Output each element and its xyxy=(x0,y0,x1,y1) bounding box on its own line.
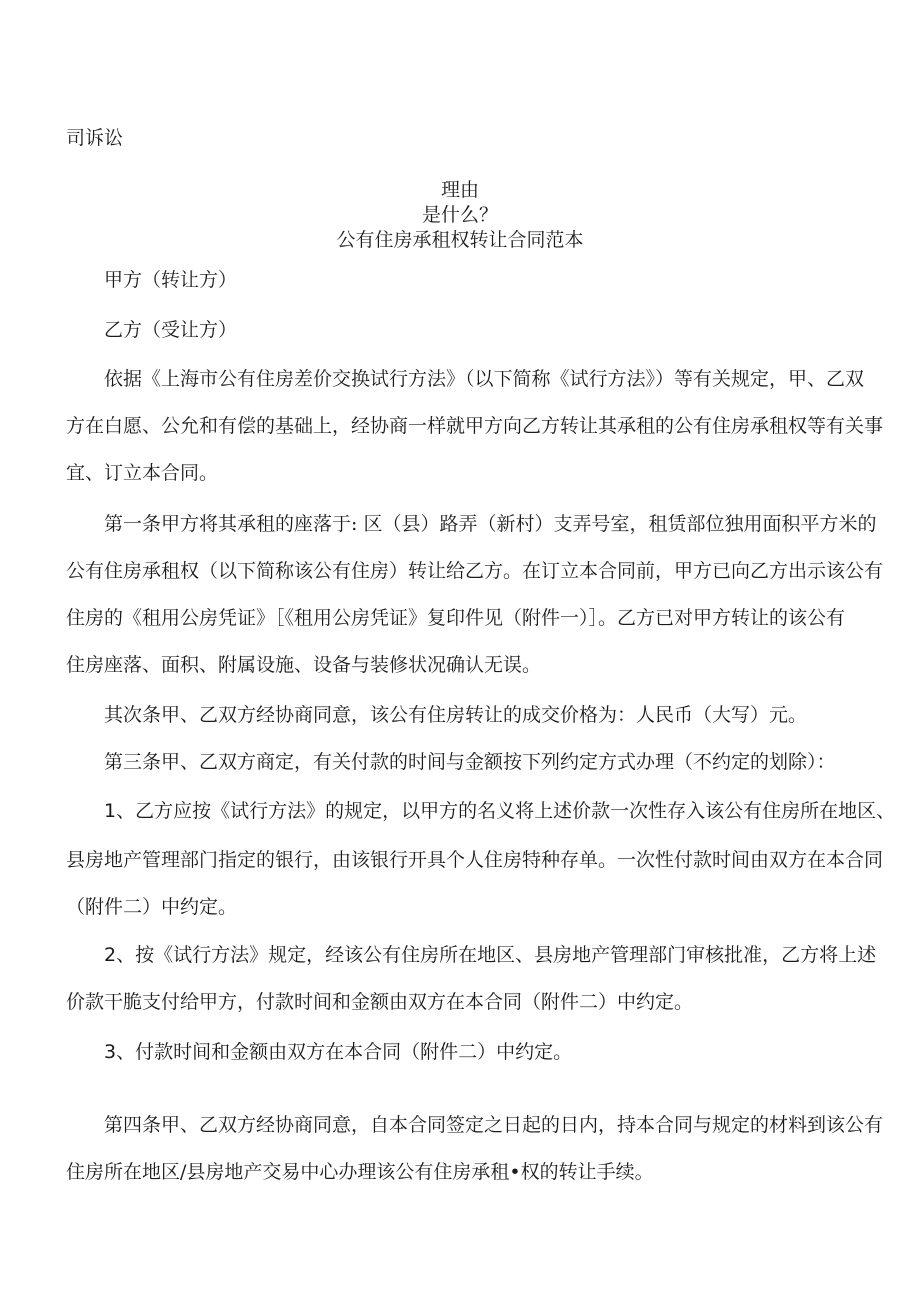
article-1-line: 住房的《租用公房凭证》［《租用公房凭证》复印件见（附件一）］。乙方已对甲方转让的该公有 xyxy=(66,607,846,629)
preamble-line: 依据《上海市公有住房差价交换试行方法》（以下简称《试行方法》）等有关规定，甲、乙双 xyxy=(104,368,865,390)
heading-line-2: 是什么？ xyxy=(421,204,498,226)
item-3-number: 3 xyxy=(104,1041,117,1063)
item-2-line: 、按《试行方法》规定，经该公有住房所在地区、县房地产管理部门审核批准，乙方将上述 xyxy=(116,944,877,966)
item-1-line: 县房地产管理部门指定的银行，由该银行开具个人住房特种存单。一次性付款时间由双方在本合同 xyxy=(66,849,884,871)
article-4-line: 住房所在地区/县房地产交易中心办理该公有住房承租•权的转让手续。 xyxy=(66,1161,654,1183)
header-fragment: 司诉讼 xyxy=(66,127,124,149)
item-1-number: 1 xyxy=(104,800,117,822)
item-2-line: 价款干脆支付给甲方，付款时间和金额由双方在本合同（附件二）中约定。 xyxy=(66,991,694,1013)
item-2-number: 2 xyxy=(104,944,117,966)
item-2-first-line xyxy=(104,943,876,967)
document-title: 公有住房承租权转让合同范本 xyxy=(336,229,584,251)
item-3-first-line xyxy=(104,1040,572,1064)
party-a: 甲方（转让方） xyxy=(104,269,238,291)
heading-line-1: 理由 xyxy=(440,179,479,201)
item-1-first-line xyxy=(104,799,895,823)
article-3-paragraph: 第三条甲、乙双方商定，有关付款的时间与金额按下列约定方式办理（不约定的划除）： xyxy=(104,751,836,773)
article-4-line: 第四条甲、乙双方经协商同意，自本合同签定之日起的日内，持本合同与规定的材料到该公有 xyxy=(104,1114,884,1136)
item-3-line: 、付款时间和金额由双方在本合同（附件二）中约定。 xyxy=(116,1041,573,1063)
article-1-line: 住房座落、面积、附属设施、设备与装修状况确认无误。 xyxy=(66,654,542,676)
item-1-line: 、乙方应按《试行方法》的规定，以甲方的名义将上述价款一次性存入该公有住房所在地区、 xyxy=(116,800,896,822)
article-1-line: 公有住房承租权（以下简称该公有住房）转让给乙方。在订立本合同前，甲方已向乙方出示该公有 xyxy=(66,560,884,582)
preamble-line: 宜、订立本合同。 xyxy=(66,462,219,484)
article-1-line: 第一条甲方将其承租的座落于: 区（县）路弄（新村）支弄号室，租赁部位独用面积平方米的 xyxy=(104,513,877,535)
preamble-line: 方在白愿、公允和有偿的基础上，经协商一样就甲方向乙方转让其承租的公有住房承租权等有关事 xyxy=(66,415,884,437)
item-1-line: （附件二）中约定。 xyxy=(66,896,238,918)
article-2-paragraph: 其次条甲、乙双方经协商同意，该公有住房转让的成交价格为：人民币（大写）元。 xyxy=(104,704,808,726)
party-b: 乙方（受让方） xyxy=(104,319,238,341)
